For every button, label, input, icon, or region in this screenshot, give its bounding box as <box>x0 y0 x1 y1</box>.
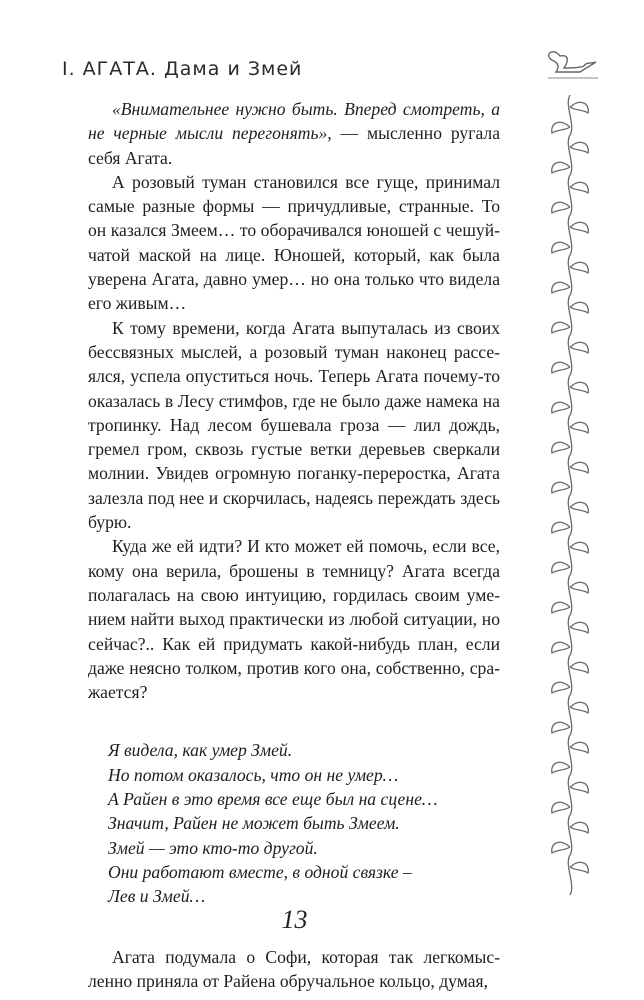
italic-quote: «Внимательнее нужно быть. Вперед смотреть, а не черные мысли перегонять», <box>88 99 500 144</box>
paragraph <box>88 97 500 170</box>
page-number: 13 <box>281 905 308 934</box>
swan-icon <box>540 46 600 86</box>
poem-line: А Райен в это время все еще был на сцене… <box>108 789 438 810</box>
poem-line: Они работают вместе, в одной связке – <box>108 861 412 882</box>
poem <box>108 738 500 908</box>
body-text <box>88 97 500 993</box>
paragraph: А розовый туман становился все гуще, принимал самые разные формы — причудливые, странные. То он казался Змеем… то оборачивался юношей с чешуйчатой маской на лице. Юношей, который, как была уверена Агата, давно умер… но она только что видела его живым… <box>88 171 500 314</box>
poem-line: Лев и Змей… <box>108 886 206 907</box>
poem-line: Но потом оказалось, что он не умер… <box>108 764 399 785</box>
vine-border <box>540 95 600 895</box>
paragraph-rest: — мысленно ругала себя Агата. <box>88 123 501 168</box>
running-header: I. АГАТА. Дама и Змей <box>62 58 303 80</box>
paragraph: К тому времени, когда Агата выпуталась из своих бессвязных мыслей, а розовый туман наконец рассеялся, успела опуститься ночь. Теперь Агата почему-то оказалась в Лесу стимфов, где не было даже намека на тропинку. Над лесом бушевала гроза — лил дождь, гремел гром, сквозь густые ветки деревьев сверкали молнии. Увидев огромную поганку-переростка, Агата залезла под нее и скорчилась, надеясь переждать здесь бурю. <box>88 317 500 533</box>
poem-line: Змей — это кто-то другой. <box>108 837 318 858</box>
poem-line: Значит, Райен не может быть Змеем. <box>108 813 400 834</box>
poem-line: Я видела, как умер Змей. <box>108 740 293 761</box>
paragraph: Агата подумала о Софи, которая так легкомысленно приняла от Райена обручальное кольцо, думая, <box>88 946 500 991</box>
paragraph: Куда же ей идти? И кто может ей помочь, если все, кому она верила, брошены в темницу? Агата всегда полагалась на свою интуицию, гордилась своим умением найти выход практически из любой ситуации, но сейчас?.. Как ей придумать какой-нибудь план, если даже неясно толком, против кого она, собственно, сражается? <box>88 536 500 703</box>
